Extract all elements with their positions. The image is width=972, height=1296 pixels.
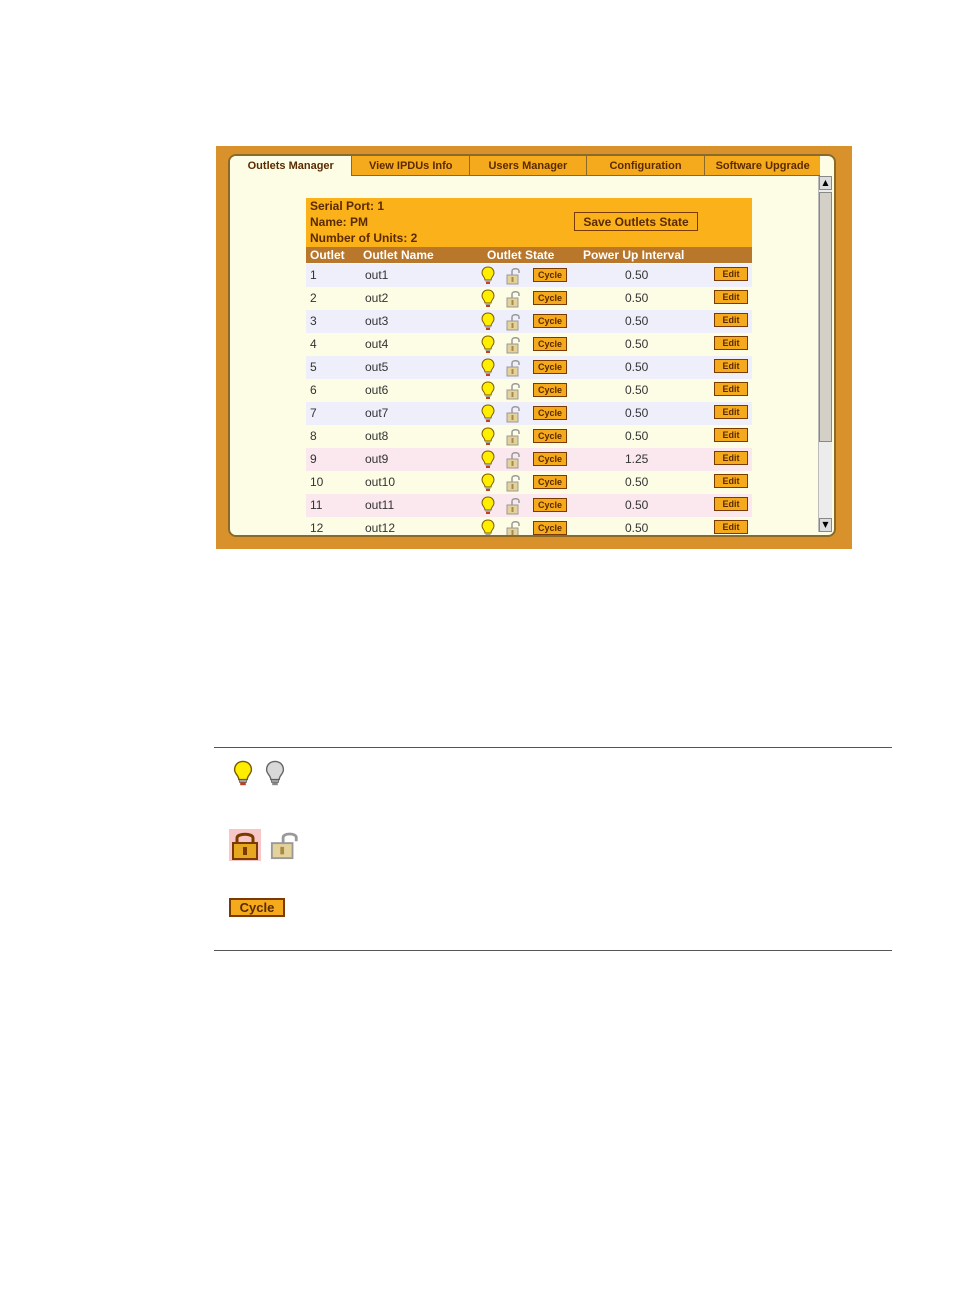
- tab-view-ipdus-info[interactable]: View IPDUs Info: [351, 156, 469, 176]
- lock-unlocked-icon[interactable]: [506, 473, 522, 493]
- power-up-interval: 0.50: [625, 337, 649, 351]
- tab-software-upgrade[interactable]: Software Upgrade: [704, 156, 820, 176]
- legend-top-rule: [214, 747, 892, 748]
- bulb-on-icon[interactable]: [481, 335, 495, 355]
- table-row: [306, 356, 752, 379]
- outlet-number: 11: [310, 498, 323, 512]
- cycle-button[interactable]: Cycle: [533, 291, 567, 305]
- header-outlet-name: Outlet Name: [363, 248, 434, 262]
- legend-cycle-button: Cycle: [229, 898, 285, 917]
- lock-unlocked-icon[interactable]: [506, 266, 522, 286]
- lock-unlocked-icon[interactable]: [506, 312, 522, 332]
- outlet-name: out4: [365, 337, 389, 351]
- outlet-name: out7: [365, 406, 389, 420]
- tab-configuration[interactable]: Configuration: [586, 156, 705, 176]
- lock-unlocked-icon[interactable]: [506, 335, 522, 355]
- bulb-on-icon[interactable]: [481, 358, 495, 378]
- cycle-button[interactable]: Cycle: [533, 406, 567, 420]
- legend-bottom-rule: [214, 950, 892, 951]
- bulb-on-icon[interactable]: [481, 450, 495, 470]
- outlet-name: out12: [365, 521, 396, 535]
- edit-button[interactable]: Edit: [714, 313, 748, 327]
- edit-button[interactable]: Edit: [714, 428, 748, 442]
- bulb-on-icon[interactable]: [481, 496, 495, 516]
- table-row: [306, 333, 752, 356]
- table-row: [306, 402, 752, 425]
- outlet-number: 5: [310, 360, 317, 374]
- lock-unlocked-icon[interactable]: [506, 381, 522, 401]
- outlet-number: 3: [310, 314, 317, 328]
- outlet-number: 6: [310, 383, 317, 397]
- cycle-button[interactable]: Cycle: [533, 429, 567, 443]
- outlet-name: out11: [365, 498, 395, 512]
- bulb-off-icon: [264, 760, 286, 788]
- edit-button[interactable]: Edit: [714, 405, 748, 419]
- outlets-manager-window: [216, 146, 852, 549]
- outlet-name: out1: [365, 268, 389, 282]
- power-up-interval: 1.25: [625, 452, 649, 466]
- power-up-interval: 0.50: [625, 498, 649, 512]
- edit-button[interactable]: Edit: [714, 474, 748, 488]
- edit-button[interactable]: Edit: [714, 382, 748, 396]
- lock-unlocked-icon[interactable]: [506, 427, 522, 447]
- outlet-number: 10: [310, 475, 324, 489]
- power-up-interval: 0.50: [625, 475, 649, 489]
- edit-button[interactable]: Edit: [714, 267, 748, 281]
- outlet-name: out8: [365, 429, 389, 443]
- power-up-interval: 0.50: [625, 429, 649, 443]
- pdu-name-label: Name: PM: [310, 215, 369, 229]
- power-up-interval: 0.50: [625, 291, 649, 305]
- lock-unlocked-icon[interactable]: [506, 289, 522, 309]
- edit-button[interactable]: Edit: [714, 290, 748, 304]
- header-outlet-state: Outlet State: [487, 248, 555, 262]
- main-panel: [228, 154, 836, 537]
- edit-button[interactable]: Edit: [714, 451, 748, 465]
- save-outlets-state-button[interactable]: Save Outlets State: [574, 212, 698, 231]
- outlet-number: 12: [310, 521, 324, 535]
- table-row: [306, 287, 752, 310]
- cycle-button[interactable]: Cycle: [533, 452, 567, 466]
- table-row: [306, 264, 752, 287]
- lock-unlocked-icon[interactable]: [506, 496, 522, 516]
- table-row: [306, 517, 752, 537]
- outlet-name: out3: [365, 314, 389, 328]
- scrollbar-thumb[interactable]: [819, 192, 832, 442]
- outlet-name: out10: [365, 475, 396, 489]
- outlet-name: out5: [365, 360, 389, 374]
- lock-unlocked-icon[interactable]: [506, 358, 522, 378]
- cycle-button[interactable]: Cycle: [533, 521, 567, 535]
- scroll-down-arrow-icon[interactable]: ▼: [819, 518, 832, 532]
- cycle-button[interactable]: Cycle: [533, 498, 567, 512]
- cycle-button[interactable]: Cycle: [533, 268, 567, 282]
- cycle-button[interactable]: Cycle: [533, 475, 567, 489]
- table-row: [306, 379, 752, 402]
- bulb-on-icon[interactable]: [481, 427, 495, 447]
- lock-unlocked-icon[interactable]: [506, 519, 522, 537]
- edit-button[interactable]: Edit: [714, 497, 748, 511]
- tab-outlets-manager[interactable]: Outlets Manager: [230, 156, 351, 176]
- header-outlet: Outlet: [310, 248, 345, 262]
- cycle-button[interactable]: Cycle: [533, 360, 567, 374]
- outlet-number: 1: [310, 268, 317, 282]
- edit-button[interactable]: Edit: [714, 336, 748, 350]
- table-row: [306, 310, 752, 333]
- outlet-number: 2: [310, 291, 317, 305]
- outlet-name: out2: [365, 291, 389, 305]
- scroll-up-arrow-icon[interactable]: ▲: [819, 176, 832, 190]
- tab-bar: [230, 156, 820, 176]
- bulb-on-icon[interactable]: [481, 312, 495, 332]
- pdu-info-box: [306, 198, 752, 247]
- outlet-number: 4: [310, 337, 317, 351]
- outlet-name: out9: [365, 452, 389, 466]
- header-power-up-interval: Power Up Interval: [583, 248, 685, 262]
- units-count-label: Number of Units: 2: [310, 231, 418, 245]
- outlet-number: 8: [310, 429, 317, 443]
- table-row: [306, 448, 752, 471]
- edit-button[interactable]: Edit: [714, 359, 748, 373]
- cycle-button[interactable]: Cycle: [533, 314, 567, 328]
- lock-locked-icon: [229, 829, 261, 861]
- lock-unlocked-icon[interactable]: [506, 404, 522, 424]
- lock-unlocked-icon: [270, 829, 300, 861]
- power-up-interval: 0.50: [625, 268, 649, 282]
- cycle-button[interactable]: Cycle: [533, 383, 567, 397]
- power-up-interval: 0.50: [625, 521, 649, 535]
- vertical-scrollbar[interactable]: [818, 176, 832, 532]
- table-header: [306, 247, 752, 263]
- cycle-button[interactable]: Cycle: [533, 337, 567, 351]
- bulb-on-icon[interactable]: [481, 289, 495, 309]
- tab-users-manager[interactable]: Users Manager: [469, 156, 586, 176]
- table-row: [306, 494, 752, 517]
- power-up-interval: 0.50: [625, 406, 649, 420]
- table-row: [306, 425, 752, 448]
- outlet-number: 7: [310, 406, 317, 420]
- edit-button[interactable]: Edit: [714, 520, 748, 534]
- lock-unlocked-icon[interactable]: [506, 450, 522, 470]
- bulb-on-icon[interactable]: [481, 404, 495, 424]
- bulb-on-icon[interactable]: [481, 473, 495, 493]
- bulb-on-icon: [232, 760, 254, 788]
- bulb-on-icon[interactable]: [481, 266, 495, 286]
- power-up-interval: 0.50: [625, 314, 649, 328]
- outlet-name: out6: [365, 383, 389, 397]
- serial-port-label: Serial Port: 1: [310, 199, 385, 213]
- bulb-on-icon[interactable]: [481, 381, 495, 401]
- outlet-number: 9: [310, 452, 317, 466]
- power-up-interval: 0.50: [625, 383, 649, 397]
- table-row: [306, 471, 752, 494]
- bulb-on-icon[interactable]: [481, 519, 495, 537]
- power-up-interval: 0.50: [625, 360, 649, 374]
